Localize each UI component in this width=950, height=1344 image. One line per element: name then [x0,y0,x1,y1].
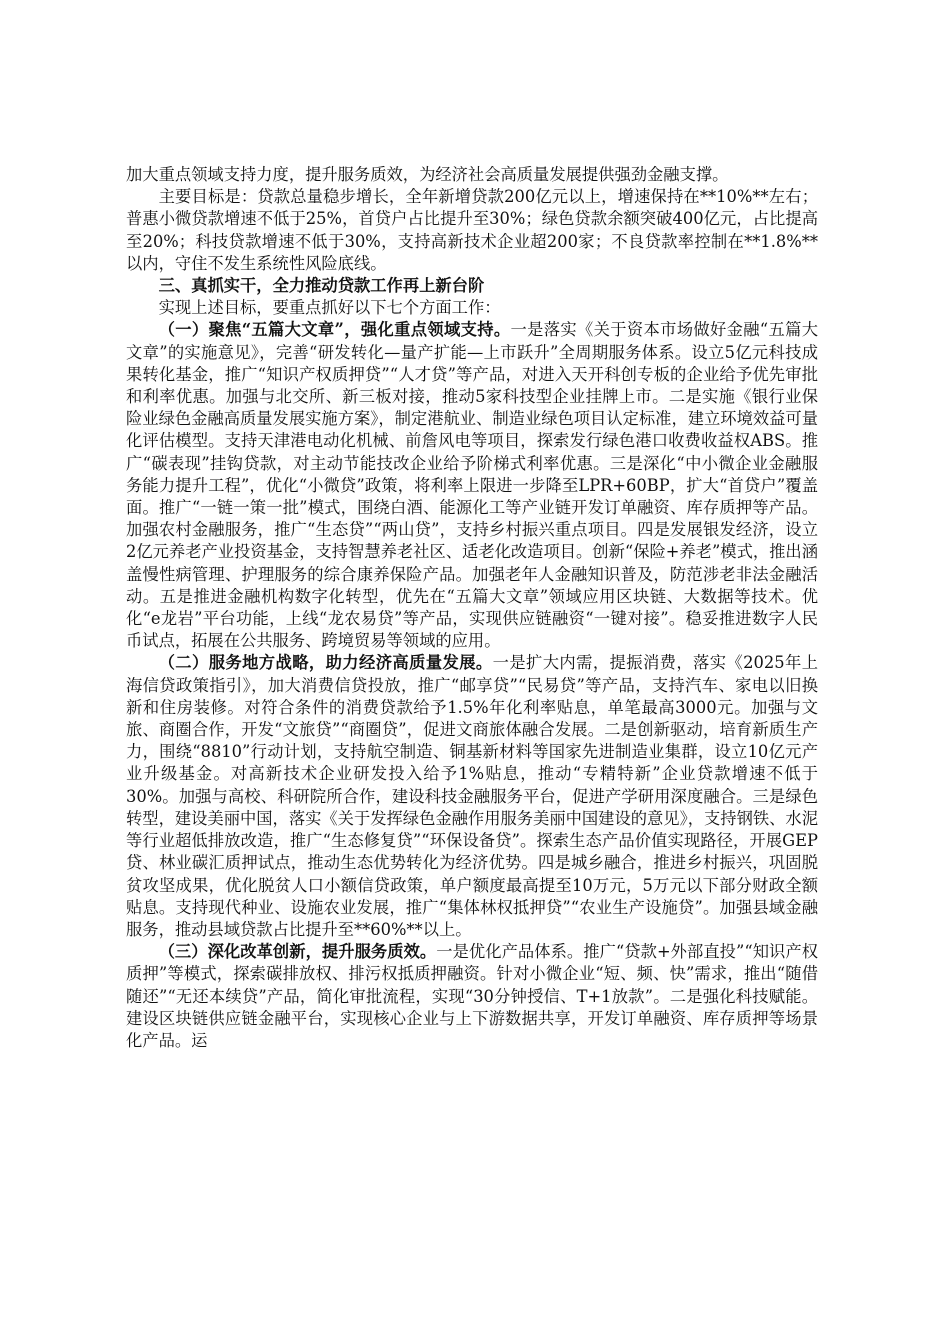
paragraph-main-targets [126,186,818,275]
paragraph-text: 一是扩大内需，提振消费，落实《2025年上海信贷政策指引》，加大消费信贷投放，推广“邮享贷”“民易贷”等产品，支持汽车、家电以旧换新和住房装修。对符合条件的消费贷款给予1.5%年化利率贴息，单笔最高3000元。加强与文旅、商圈合作，开发“文旅贷”“商圈贷”，促进文商旅体融合发展。二是创新驱动，培育新质生产力，围绕“8810”行动计划，支持航空制造、铜基新材料等国家先进制造业集群，设立10亿元产业升级基金。对高新技术企业研发投入给予1%贴息，推动“专精特新”企业贷款增速不低于30%。加强与高校、科研院所合作，建设科技金融服务平台，促进产学研用深度融合。三是绿色转型，建设美丽中国，落实《关于发挥绿色金融作用服务美丽中国建设的意见》，支持钢铁、水泥等行业超低排放改造，推广“生态修复贷”“环保设备贷”。探索生态产品价值实现路径，开展GEP贷、林业碳汇质押试点，推动生态优势转化为经济优势。四是城乡融合，推进乡村振兴，巩固脱贫攻坚成果，优化脱贫人口小额信贷政策，单户额度最高提至10万元，5万元以下部分财政全额贴息。支持现代种业、设施农业发展，推广“集体林权抵押贷”“农业生产设施贷”。加强县域金融服务，推动县域贷款占比提升至**60%**以上。 [126,653,818,939]
item-lead: （一）聚焦“五篇大文章”，强化重点领域支持。 [158,320,511,340]
paragraph-text: 主要目标是：贷款总量稳步增长，全年新增贷款200亿元以上，增速保持在**10%**左右；普惠小微贷款增速不低于25%，首贷户占比提升至30%；绿色贷款余额突破400亿元，占比提高至20%；科技贷款增速不低于30%，支持高新技术企业超200家；不良贷款率控制在**1.8%**以内，守住不发生系统性风险底线。 [126,187,818,273]
item-lead: （二）服务地方战略，助力经济高质量发展。 [158,653,493,673]
paragraph-intro [126,164,818,186]
item-lead: （三）深化改革创新，提升服务质效。 [158,942,437,962]
paragraph-text: 加大重点领域支持力度，提升服务质效，为经济社会高质量发展提供强劲金融支撑。 [126,165,729,184]
section-heading [126,275,818,297]
paragraph-overview [126,297,818,319]
paragraph-item-2 [126,652,818,941]
paragraph-text: 一是落实《关于资本市场做好金融“五篇大文章”的实施意见》，完善“研发转化—量产扩能—上市跃升”全周期服务体系。设立5亿元科技成果转化基金，推广“知识产权质押贷”“人才贷”等产品，对进入天开科创专板的企业给予优先审批和利率优惠。加强与北交所、新三板对接，推动5家科技型企业挂牌上市。二是实施《银行业保险业绿色金融高质量发展实施方案》，制定港航业、制造业绿色项目认定标准，建立环境效益可量化评估模型。支持天津港电动化机械、前詹风电等项目，探索发行绿色港口收费收益权ABS。推广“碳表现”挂钩贷款，对主动节能技改企业给予阶梯式利率优惠。三是深化“中小微企业金融服务能力提升工程”，优化“小微贷”政策，将利率上限进一步降至LPR+60BP，扩大“首贷户”覆盖面。推广“一链一策一批”模式，围绕白酒、能源化工等产业链开发订单融资、库存质押等产品。加强农村金融服务，推广“生态贷”“两山贷”，支持乡村振兴重点项目。四是发展银发经济，设立2亿元养老产业投资基金，支持智慧养老社区、适老化改造项目。创新“保险+养老”模式，推出涵盖慢性病管理、护理服务的综合康养保险产品。加强老年人金融知识普及，防范涉老非法金融活动。五是推进金融机构数字化转型，优先在“五篇大文章”领域应用区块链、大数据等技术。优化“e龙岩”平台功能，上线“龙农易贷”等产品，实现供应链融资“一键对接”。稳妥推进数字人民币试点，拓展在公共服务、跨境贸易等领域的应用。 [126,320,819,651]
document-body [126,164,818,1052]
paragraph-text: 实现上述目标，要重点抓好以下七个方面工作： [158,298,501,318]
section-heading-text: 三、真抓实干，全力推动贷款工作再上新台阶 [158,276,485,296]
paragraph-item-1 [126,319,818,652]
paragraph-text: 一是优化产品体系。推广“贷款+外部直投”“知识产权质押”等模式，探索碳排放权、排污权抵质押融资。针对小微企业“短、频、快”需求，推出“随借随还”“无还本续贷”产品，简化审批流程，实现“30分钟授信、T+1放款”。二是强化科技赋能。建设区块链供应链金融平台，实现核心企业与上下游数据共享，开发订单融资、库存质押等场景化产品。运 [126,942,818,1050]
paragraph-item-3 [126,941,818,1052]
